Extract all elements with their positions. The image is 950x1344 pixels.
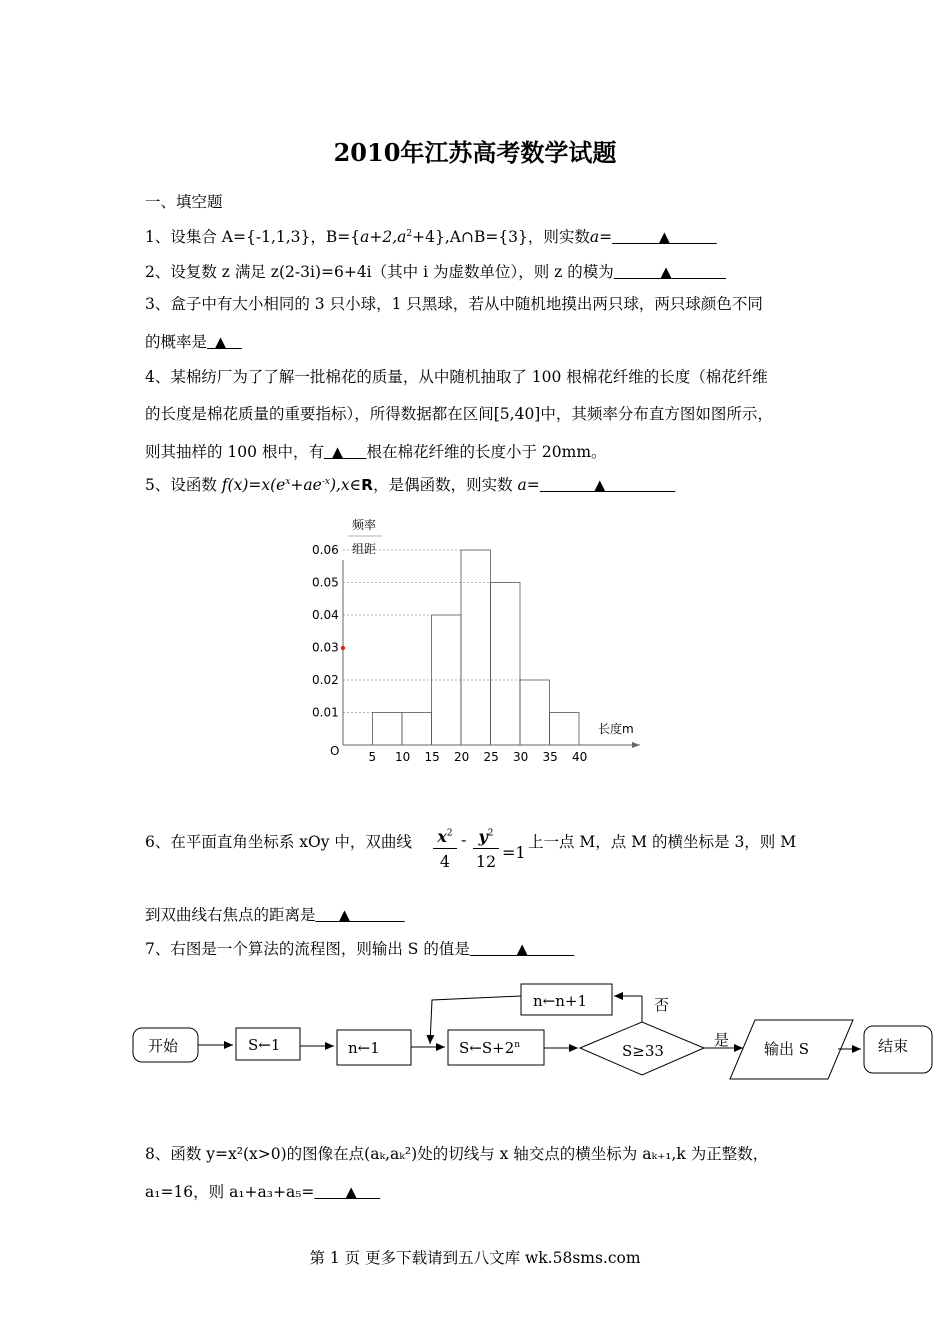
question-8-line2: a₁=16，则 a₁+a₃+a₅= ▲ (145, 1180, 380, 1202)
n-init-label: n←1 (348, 1039, 380, 1057)
x-tick-label: 20 (454, 750, 470, 764)
y-axis-label-top: 频率 (352, 518, 377, 532)
y-tick-labels (312, 543, 339, 720)
question-3-line2: 的概率是 ▲ (145, 330, 242, 352)
yes-label: 是 (714, 1031, 730, 1049)
flowchart (0, 970, 950, 1090)
condition-label: S≥33 (622, 1042, 664, 1060)
histogram-bar (550, 713, 580, 746)
y-tick-label: 0.04 (312, 608, 339, 622)
y-axis-label-bottom: 组距 (352, 542, 377, 556)
answer-blank: ▲ (214, 333, 227, 351)
output-label: 输出 S (764, 1040, 810, 1058)
x-axis-arrow (632, 742, 640, 748)
page-footer: 第 1 页 更多下载请到五八文库 wk.58sms.com (309, 1249, 641, 1267)
x-tick-labels (369, 750, 588, 764)
histogram-bar (461, 550, 491, 745)
answer-blank: ▲ (345, 1183, 357, 1201)
start-label: 开始 (148, 1037, 179, 1055)
x-axis-label: 长度m (598, 722, 634, 736)
s-init-label: S←1 (248, 1036, 281, 1054)
no-label: 否 (654, 996, 670, 1014)
y-tick-label: 0.01 (312, 705, 339, 720)
question-8-line1: 8、函数 y=x²(x>0)的图像在点(aₖ,aₖ²)处的切线与 x 轴交点的横坐标为 aₖ₊₁,k 为正整数， (145, 1145, 769, 1163)
s-update-label: $S\leftarrow S+2^n$ (459, 1039, 521, 1057)
minus-sign: - (461, 830, 467, 849)
x-tick-label: 40 (572, 750, 588, 764)
page-title: 2010年江苏高考数学试题 (333, 138, 617, 167)
question-3-line1: 3、盒子中有大小相同的 3 只小球，1 只黑球，若从中随机地摸出两只球，两只球颜色不同 (145, 295, 763, 313)
end-label: 结束 (878, 1037, 909, 1055)
y-tick-label: 0.06 (312, 543, 339, 557)
histogram-bar (520, 680, 550, 745)
answer-blank: ▲ (658, 228, 671, 246)
answer-blank: ▲ (338, 906, 351, 924)
section-heading: 一、填空题 (145, 193, 223, 211)
answer-blank: ▲ (516, 940, 528, 958)
y-tick-label: 0.02 (312, 673, 339, 687)
question-4-line3: 则其抽样的 100 根中，有 ▲ 根在棉花纤维的长度小于 20mm。 (145, 443, 607, 461)
x-tick-label: 15 (424, 750, 440, 764)
question-6-pre: 6、在平面直角坐标系 xOy 中，双曲线 (145, 833, 412, 851)
histogram-bar (491, 583, 521, 746)
question-6-line2: 到双曲线右焦点的距离是 ▲ (145, 903, 405, 925)
histogram-bar (402, 713, 432, 746)
question-6-post: 上一点 M，点 M 的横坐标是 3，则 M (528, 833, 797, 851)
x-tick-label: 30 (513, 750, 529, 764)
x-tick-label: 25 (483, 750, 499, 764)
answer-blank: ▲ (594, 476, 606, 494)
equals-one: =1 (502, 843, 526, 862)
y-tick-label: 0.05 (312, 575, 339, 590)
answer-blank: ▲ (660, 263, 672, 281)
x-tick-label: 10 (395, 750, 411, 764)
red-dot-marker (341, 646, 345, 650)
origin-label: O (330, 744, 340, 758)
question-7: 7、右图是一个算法的流程图，则输出 S 的值是 ▲ (145, 937, 574, 959)
x-tick-label: 35 (542, 750, 558, 764)
answer-blank: ▲ (331, 443, 344, 461)
question-5: 5、设函数 $f(x)=x(e^x+ae^{-x}),x\in R$，是偶函数，则实数 a= ▲ (145, 473, 675, 495)
question-2: 2、设复数 z 满足 z(2-3i)=6+4i（其中 i 为虚数单位），则 z 的模为 ▲ (145, 260, 726, 282)
fraction-y: $\frac{y^2}{12}$ (473, 826, 499, 875)
fraction-x: $\frac{x^2}{4}$ (433, 826, 457, 875)
question-4-line2: 的长度是棉花质量的重要指标），所得数据都在区间[5,40]中，其频率分布直方图如图所示， (145, 405, 773, 423)
question-4-line1: 4、某棉纺厂为了了解一批棉花的质量，从中随机抽取了 100 根棉花纤维的长度（棉花纤维 (145, 368, 768, 386)
question-1: 1、设集合 A={-1,1,3}，$B=\{a+2,a^2+4\},A\cap B=\{3\}$，则实数a= ▲ (145, 225, 717, 247)
histogram-bar (373, 713, 403, 746)
x-tick-label: 5 (368, 750, 377, 764)
n-update-label: n←n+1 (533, 992, 588, 1010)
bars (373, 550, 580, 745)
y-tick-label: 0.03 (312, 640, 339, 655)
